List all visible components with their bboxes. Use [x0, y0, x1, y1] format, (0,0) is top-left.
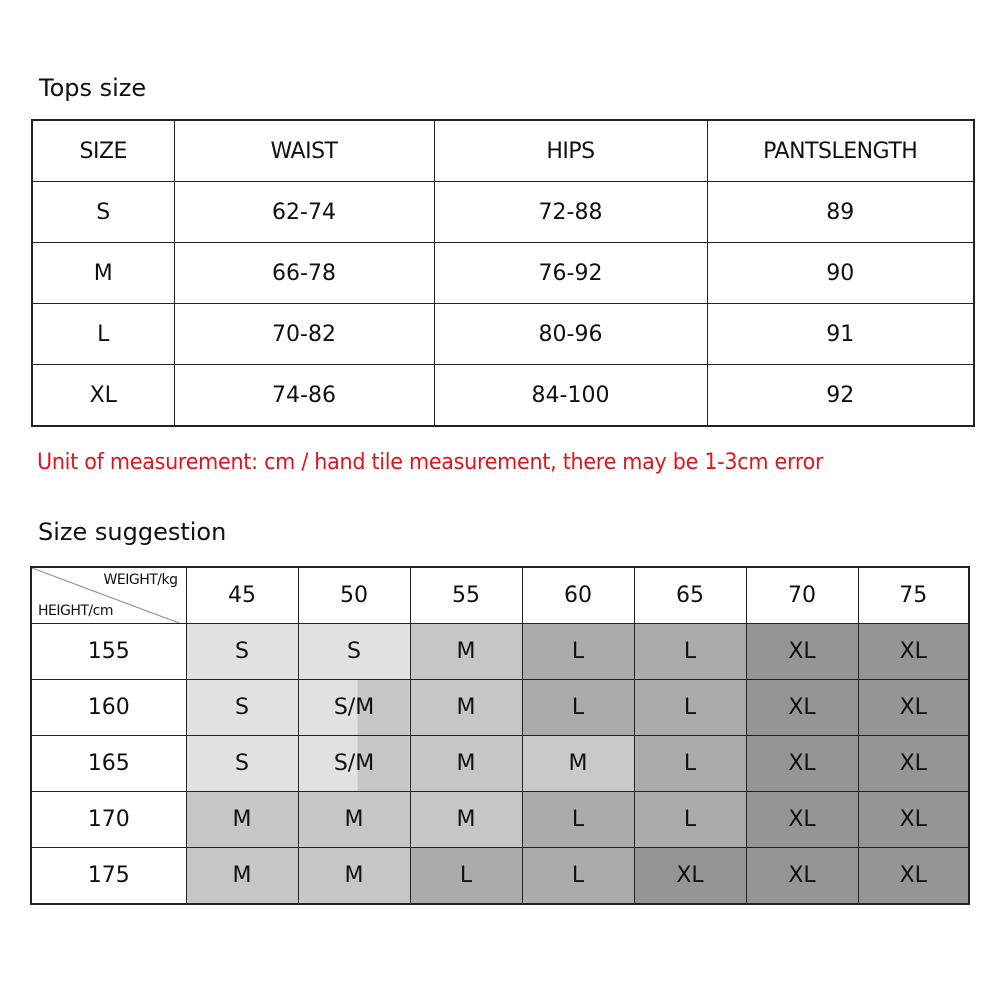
table-row: [31, 680, 969, 736]
height-cell: 165: [31, 736, 186, 792]
size-suggestion-cell: M: [522, 736, 634, 792]
size-suggestion-cell: XL: [858, 680, 969, 736]
size-suggestion-cell: XL: [746, 680, 858, 736]
size-suggestion-cell: M: [410, 680, 522, 736]
waist-cell: 66-78: [174, 243, 434, 304]
size-suggestion-table: [30, 566, 970, 905]
table-row: [31, 792, 969, 848]
size-suggestion-cell: L: [634, 736, 746, 792]
size-suggestion-cell: S: [186, 624, 298, 680]
height-cell: 170: [31, 792, 186, 848]
weight-header: 70: [746, 567, 858, 624]
size-suggestion-cell: XL: [746, 848, 858, 905]
header-waist: WAIST: [174, 120, 434, 182]
weight-header: 55: [410, 567, 522, 624]
size-suggestion-cell: L: [522, 624, 634, 680]
weight-header: 50: [298, 567, 410, 624]
pants-length-cell: 91: [707, 304, 974, 365]
size-suggestion-cell: L: [522, 792, 634, 848]
size-suggestion-cell: XL: [858, 736, 969, 792]
size-suggestion-cell: L: [634, 680, 746, 736]
weight-axis-label: WEIGHT/kg: [103, 572, 178, 588]
size-cell: L: [32, 304, 174, 365]
height-cell: 155: [31, 624, 186, 680]
size-suggestion-cell: S/M: [298, 680, 410, 736]
table-row: [32, 365, 974, 427]
tops-size-title: Tops size: [39, 74, 147, 102]
size-suggestion-cell: L: [522, 848, 634, 905]
size-suggestion-cell: M: [410, 736, 522, 792]
size-suggestion-cell: S/M: [298, 736, 410, 792]
pants-length-cell: 90: [707, 243, 974, 304]
size-suggestion-cell: M: [186, 848, 298, 905]
size-suggestion-cell: L: [522, 680, 634, 736]
hips-cell: 76-92: [434, 243, 707, 304]
size-suggestion-cell: M: [186, 792, 298, 848]
size-suggestion-cell: S: [298, 624, 410, 680]
pants-length-cell: 89: [707, 182, 974, 243]
pants-length-cell: 92: [707, 365, 974, 427]
size-suggestion-cell: S: [186, 680, 298, 736]
size-cell: S: [32, 182, 174, 243]
weight-header: 60: [522, 567, 634, 624]
header-size: SIZE: [32, 120, 174, 182]
size-suggestion-cell: L: [634, 624, 746, 680]
weight-header-row: [31, 567, 969, 624]
height-cell: 175: [31, 848, 186, 905]
size-suggestion-cell: XL: [858, 848, 969, 905]
size-suggestion-cell: L: [410, 848, 522, 905]
height-axis-label: HEIGHT/cm: [38, 603, 113, 619]
weight-header: 75: [858, 567, 969, 624]
table-row: [32, 243, 974, 304]
header-pants-length: PANTSLENGTH: [707, 120, 974, 182]
size-suggestion-cell: XL: [746, 736, 858, 792]
size-suggestion-cell: M: [298, 792, 410, 848]
table-row: [32, 182, 974, 243]
waist-cell: 74-86: [174, 365, 434, 427]
size-suggestion-cell: L: [634, 792, 746, 848]
table-row: [31, 736, 969, 792]
size-suggestion-cell: XL: [746, 624, 858, 680]
size-suggestion-cell: XL: [858, 624, 969, 680]
corner-header: [31, 567, 186, 624]
measurement-note: Unit of measurement: cm / hand tile measurement, there may be 1-3cm error: [37, 450, 824, 475]
weight-header: 45: [186, 567, 298, 624]
header-hips: HIPS: [434, 120, 707, 182]
size-suggestion-cell: M: [298, 848, 410, 905]
hips-cell: 84-100: [434, 365, 707, 427]
tops-size-table: [31, 119, 975, 427]
size-suggestion-cell: M: [410, 624, 522, 680]
size-suggestion-cell: XL: [858, 792, 969, 848]
weight-header: 65: [634, 567, 746, 624]
table-row: [31, 624, 969, 680]
size-suggestion-cell: M: [410, 792, 522, 848]
size-suggestion-cell: S: [186, 736, 298, 792]
size-suggestion-title: Size suggestion: [38, 518, 227, 546]
size-cell: XL: [32, 365, 174, 427]
table-row: [31, 848, 969, 905]
waist-cell: 62-74: [174, 182, 434, 243]
hips-cell: 72-88: [434, 182, 707, 243]
hips-cell: 80-96: [434, 304, 707, 365]
size-suggestion-cell: XL: [634, 848, 746, 905]
size-cell: M: [32, 243, 174, 304]
table-row: [32, 304, 974, 365]
size-suggestion-cell: XL: [746, 792, 858, 848]
waist-cell: 70-82: [174, 304, 434, 365]
table-header-row: [32, 120, 974, 182]
height-cell: 160: [31, 680, 186, 736]
